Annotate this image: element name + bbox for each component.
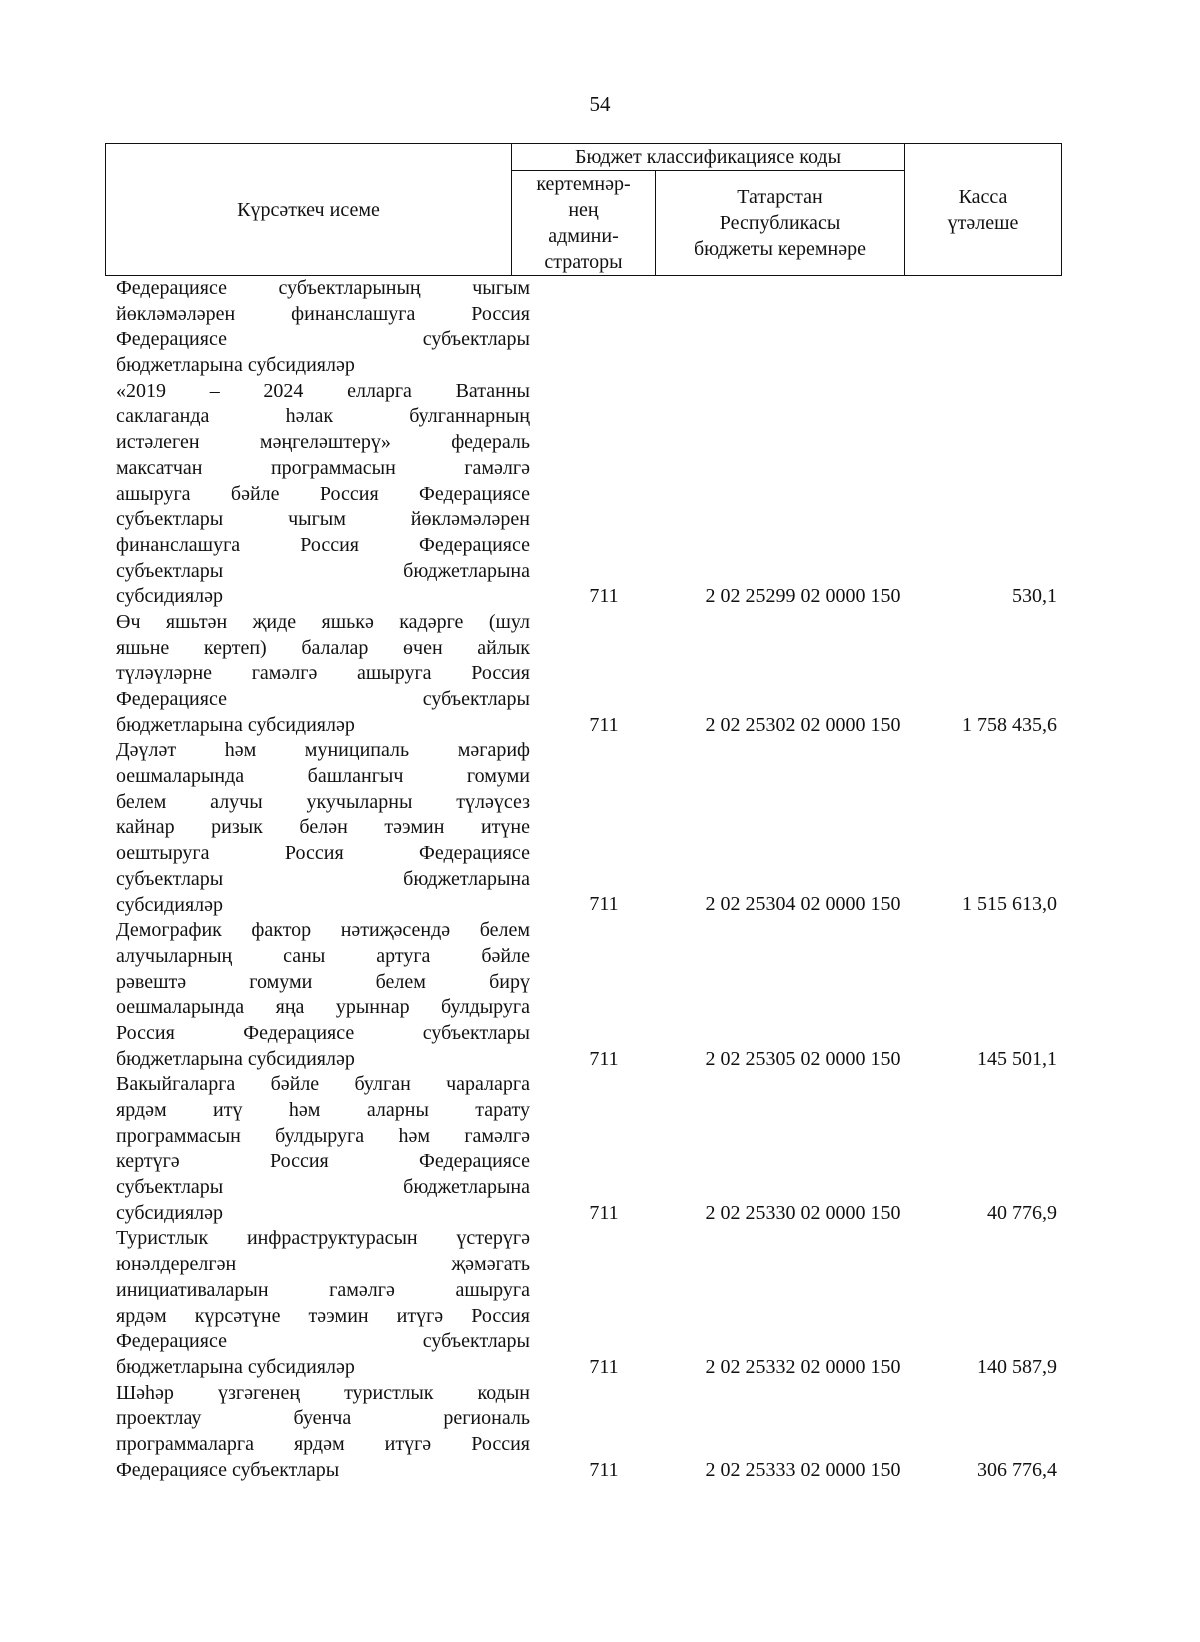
description-line: программаларга ярдәм итүгә Россия <box>116 1432 530 1455</box>
description-line: финанслашуга Россия Федерациясе <box>116 533 530 556</box>
description-line: инициативаларын гамәлгә ашыруга <box>116 1278 530 1301</box>
budget-classification-code: 2 02 25304 02 0000 150 <box>705 893 901 916</box>
header-administrator <box>512 171 656 276</box>
description-line: Федерациясе субъектлары <box>116 1330 530 1353</box>
administrator-code: 711 <box>589 713 619 736</box>
header-classification-group: Бюджет классификациясе коды <box>512 144 905 171</box>
cash-execution-amount: 306 776,4 <box>977 1458 1057 1481</box>
table-row <box>105 1381 1061 1484</box>
description-line: субсидияләр <box>116 1201 224 1224</box>
indicator-description <box>105 738 530 918</box>
budget-classification-code: 2 02 25302 02 0000 150 <box>705 713 901 736</box>
cash-execution-amount: 1 758 435,6 <box>962 713 1057 736</box>
description-line: проектлау буенча региональ <box>116 1407 530 1430</box>
description-line: оешмаларында башлангыч гомуми <box>116 765 530 788</box>
header-admin-line-3: админи- <box>548 225 619 247</box>
description-line: ярдәм итү һәм аларны тарату <box>116 1099 530 1121</box>
cash-execution-amount: 140 587,9 <box>977 1355 1057 1378</box>
description-line: юнәлдерелгән җәмәгать <box>116 1253 530 1276</box>
budget-classification-code: 2 02 25299 02 0000 150 <box>705 585 901 608</box>
description-line: түләүләрне гамәлгә ашыруга Россия <box>116 662 530 685</box>
header-revenue-line-2: Республикасы <box>719 212 841 234</box>
description-line: оештыруга Россия Федерациясе <box>116 842 530 865</box>
budget-classification-code: 2 02 25333 02 0000 150 <box>705 1458 901 1481</box>
description-line: субъектлары чыгым йөкләмәләрен <box>116 508 530 531</box>
header-admin-line-2: нең <box>568 199 599 221</box>
header-admin-line-1: кертемнәр- <box>536 173 631 195</box>
description-line: бюджетларына субсидияләр <box>116 1047 355 1070</box>
header-revenue-code <box>656 171 905 276</box>
indicator-description <box>105 276 530 379</box>
description-line: Дәүләт һәм муниципаль мәгариф <box>116 739 530 762</box>
indicator-description <box>105 918 530 1072</box>
cash-execution-amount: 1 515 613,0 <box>962 893 1057 916</box>
description-line: кертүгә Россия Федерациясе <box>116 1150 530 1173</box>
indicator-description <box>105 1381 530 1484</box>
description-line: ярдәм күрсәтүне тәэмин итүгә Россия <box>116 1304 530 1327</box>
description-line: Вакыйгаларга бәйле булган чараларга <box>116 1073 530 1096</box>
description-line: кайнар ризык белән тәэмин итүне <box>116 816 530 839</box>
description-line: субсидияләр <box>116 585 224 608</box>
header-indicator-name: Күрсәткеч исеме <box>106 144 512 276</box>
table-row <box>105 738 1061 918</box>
cash-execution-amount: 40 776,9 <box>987 1201 1057 1224</box>
budget-classification-code: 2 02 25330 02 0000 150 <box>705 1201 901 1224</box>
description-line: Өч яшьтән җиде яшькә кадәрге (шул <box>116 610 530 633</box>
description-line: «2019 – 2024 елларга Ватанны <box>116 379 530 402</box>
description-line: яшьне кертеп) балалар өчен айлык <box>116 636 530 659</box>
budget-classification-code: 2 02 25305 02 0000 150 <box>705 1047 901 1070</box>
table-row <box>105 1226 1061 1380</box>
description-line: бюджетларына субсидияләр <box>116 1355 355 1378</box>
description-line: Федерациясе субъектлары <box>116 328 530 351</box>
table-row <box>105 610 1061 738</box>
description-line: рәвештә гомуми белем бирү <box>116 970 530 993</box>
description-line: йөкләмәләрен финанслашуга Россия <box>116 302 530 325</box>
table-row <box>105 918 1061 1072</box>
cash-execution-amount: 530,1 <box>1012 585 1057 608</box>
header-cash-line-2: үтәлеше <box>947 211 1019 234</box>
indicator-description <box>105 610 530 738</box>
header-cash-line-1: Касса <box>958 185 1008 208</box>
description-line: максатчан программасын гамәлгә <box>116 456 530 479</box>
indicator-description <box>105 379 530 610</box>
administrator-code: 711 <box>589 893 619 916</box>
table-row <box>105 1072 1061 1226</box>
description-line: программасын булдыруга һәм гамәлгә <box>116 1124 530 1147</box>
description-line: Туристлык инфраструктурасын үстерүгә <box>116 1227 530 1250</box>
header-admin-line-4: страторы <box>544 251 623 273</box>
header-revenue-line-1: Татарстан <box>737 186 823 208</box>
description-line: Шәһәр үзгәгенең туристлык кодын <box>116 1381 530 1404</box>
description-line: Россия Федерациясе субъектлары <box>116 1021 530 1044</box>
description-line: бюджетларына субсидияләр <box>116 713 355 736</box>
description-line: оешмаларында яңа урыннар булдыруга <box>116 996 530 1019</box>
description-line: истәлеген мәңгеләштерү» федераль <box>116 431 530 454</box>
description-line: алучыларның саны артуга бәйле <box>116 944 530 967</box>
description-line: Федерациясе субъектлары <box>116 688 530 710</box>
administrator-code: 711 <box>589 585 619 608</box>
table-row <box>105 276 1061 379</box>
description-line: Федерациясе субъектларының чыгым <box>116 277 530 299</box>
cash-execution-amount: 145 501,1 <box>977 1047 1057 1070</box>
description-line: субсидияләр <box>116 893 224 916</box>
header-cash-execution <box>905 144 1062 276</box>
indicator-description <box>105 1072 530 1226</box>
administrator-code: 711 <box>589 1458 619 1481</box>
indicator-description <box>105 1226 530 1380</box>
page-number: 54 <box>589 92 611 116</box>
description-line: Демографик фактор нәтиҗәсендә белем <box>116 919 530 942</box>
budget-classification-code: 2 02 25332 02 0000 150 <box>705 1355 901 1378</box>
administrator-code: 711 <box>589 1047 619 1070</box>
description-line: Федерациясе субъектлары <box>116 1458 340 1481</box>
description-line: субъектлары бюджетларына <box>116 1176 530 1199</box>
administrator-code: 711 <box>589 1355 619 1378</box>
administrator-code: 711 <box>589 1201 619 1224</box>
description-line: субъектлары бюджетларына <box>116 559 530 582</box>
header-revenue-line-3: бюджеты керемнәре <box>694 238 866 260</box>
table-body <box>105 276 1061 1483</box>
description-line: белем алучы укучыларны түләүсез <box>116 790 530 813</box>
description-line: саклаганда һәлак булганнарның <box>116 405 530 428</box>
description-line: бюджетларына субсидияләр <box>116 354 355 377</box>
description-line: субъектлары бюджетларына <box>116 867 530 890</box>
table-row <box>105 379 1061 610</box>
table-header <box>105 143 1062 276</box>
description-line: ашыруга бәйле Россия Федерациясе <box>116 482 530 505</box>
